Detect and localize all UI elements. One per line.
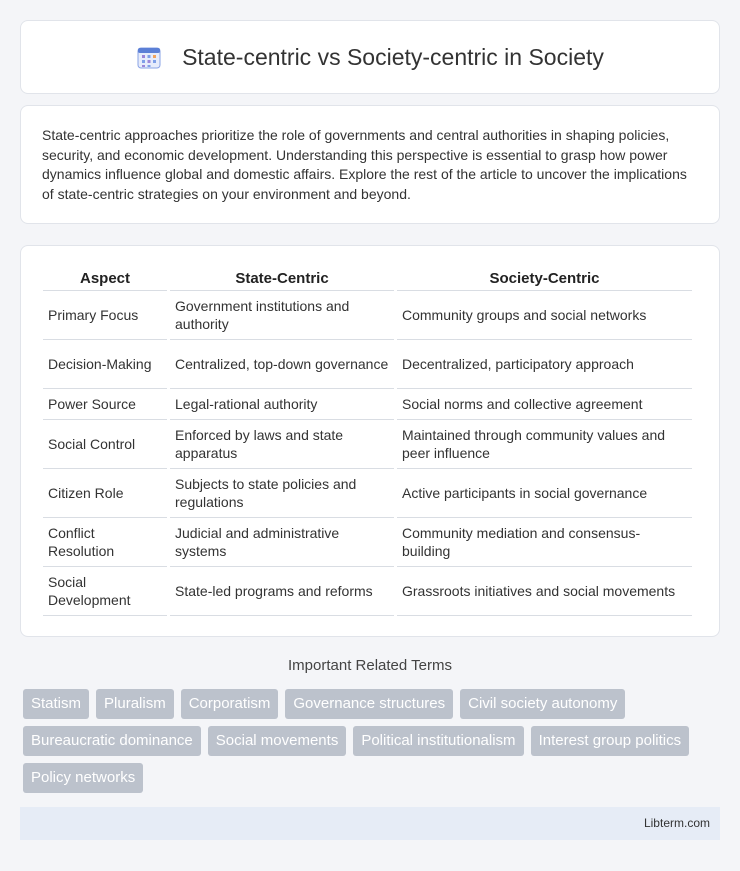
page-title: State-centric vs Society-centric in Society [182,43,604,70]
table-cell-aspect: Social Control [43,420,167,469]
table-cell-state-centric: Legal-rational authority [170,389,394,420]
column-header-aspect: Aspect [43,268,167,291]
term-tag[interactable]: Civil society autonomy [460,689,625,719]
table-cell-society-centric: Active participants in social governance [397,469,692,518]
column-header-state-centric: State-Centric [170,268,394,291]
related-terms-heading: Important Related Terms [288,657,452,674]
table-cell-aspect: Social Development [43,567,167,616]
table-header-row [43,268,692,291]
intro-paragraph: State-centric approaches prioritize the role of governments and central authorities in shaping policies, security, and economic development. Understanding this perspective is essential to grasp how power dynamics influence global and domestic affairs. Explore the rest of the article to uncover the implications of state-centric strategies on your environment and beyond. [42,127,687,202]
table-cell-society-centric: Grassroots initiatives and social movements [397,567,692,616]
table-cell-society-centric: Decentralized, participatory approach [397,340,692,389]
footer [20,807,720,840]
term-tag[interactable]: Interest group politics [531,726,690,756]
table-cell-state-centric: Subjects to state policies and regulations [170,469,394,518]
table-cell-aspect: Citizen Role [43,469,167,518]
comparison-table [40,268,695,616]
term-tag[interactable]: Statism [23,689,89,719]
table-cell-state-centric: Judicial and administrative systems [170,518,394,567]
term-tag[interactable]: Policy networks [23,763,143,793]
table-row [43,340,692,389]
table-cell-state-centric: State-led programs and reforms [170,567,394,616]
table-cell-state-centric: Government institutions and authority [170,291,394,340]
table-row [43,420,692,469]
table-row [43,291,692,340]
term-tag[interactable]: Governance structures [285,689,453,719]
table-cell-society-centric: Community mediation and consensus-building [397,518,692,567]
table-row [43,518,692,567]
term-tag[interactable]: Bureaucratic dominance [23,726,201,756]
table-cell-society-centric: Social norms and collective agreement [397,389,692,420]
footer-site-link[interactable]: Libterm.com [643,816,710,830]
table-cell-aspect: Conflict Resolution [43,518,167,567]
intro-card [20,105,720,224]
table-cell-aspect: Decision-Making [43,340,167,389]
table-row [43,469,692,518]
table-row [43,389,692,420]
table-cell-state-centric: Enforced by laws and state apparatus [170,420,394,469]
comparison-table-card [20,245,720,637]
column-header-society-centric: Society-Centric [397,268,692,291]
term-tag[interactable]: Corporatism [181,689,279,719]
table-cell-aspect: Primary Focus [43,291,167,340]
table-cell-aspect: Power Source [43,389,167,420]
document-table-icon [136,44,162,70]
related-terms-list [23,689,723,793]
table-cell-society-centric: Community groups and social networks [397,291,692,340]
term-tag[interactable]: Political institutionalism [353,726,523,756]
term-tag[interactable]: Social movements [208,726,347,756]
header-card [20,20,720,94]
term-tag[interactable]: Pluralism [96,689,174,719]
table-cell-society-centric: Maintained through community values and peer influence [397,420,692,469]
table-cell-state-centric: Centralized, top-down governance [170,340,394,389]
table-row [43,567,692,616]
